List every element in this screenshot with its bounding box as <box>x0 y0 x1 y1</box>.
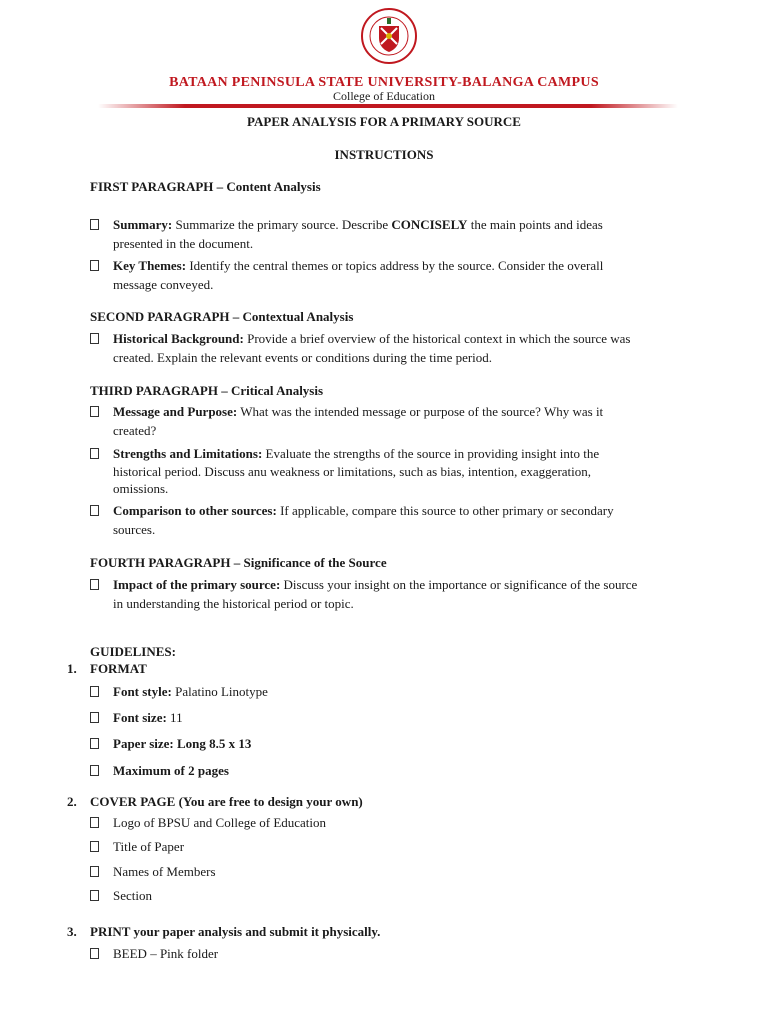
item-text: created? <box>113 422 157 438</box>
item-label: Summary: <box>113 217 173 232</box>
college-name: College of Education <box>333 89 435 103</box>
guideline-title: FORMAT <box>90 661 147 676</box>
section-heading: SECOND PARAGRAPH – Contextual Analysis <box>90 309 354 324</box>
list-item <box>113 735 723 754</box>
list-number: 2. <box>67 794 77 809</box>
checkbox-bullet-icon <box>90 403 112 423</box>
checkbox-bullet-icon <box>90 502 112 522</box>
item-label: Strengths and Limitations: <box>113 446 263 461</box>
checkbox-bullet-icon <box>90 863 112 883</box>
list-item <box>113 709 723 728</box>
list-item: BEED – Pink folder <box>113 946 219 961</box>
checkbox-bullet-icon <box>90 762 112 782</box>
item-text: Provide a brief overview of the historical context in which the source was <box>243 331 631 346</box>
item-text: 11 <box>166 710 183 725</box>
item-text: presented in the document. <box>113 235 254 251</box>
list-item <box>113 216 723 254</box>
list-item <box>113 445 723 498</box>
item-label: Key Themes: <box>113 258 187 273</box>
item-text: If applicable, compare this source to other primary or secondary <box>276 503 614 518</box>
section-heading: FOURTH PARAGRAPH – Significance of the Source <box>90 555 387 570</box>
item-text: omissions. <box>113 481 169 497</box>
document-title: PAPER ANALYSIS FOR A PRIMARY SOURCE <box>247 114 521 129</box>
item-text: Identify the central themes or topics address by the source. Consider the overall <box>186 258 604 273</box>
list-item: Names of Members <box>113 864 216 879</box>
checkbox-bullet-icon <box>90 814 112 834</box>
item-text: Palatino Linotype <box>171 684 268 699</box>
item-text: created. Explain the relevant events or conditions during the time period. <box>113 349 493 365</box>
list-item <box>113 576 723 614</box>
item-label: Font size: <box>113 710 167 725</box>
list-item <box>113 403 723 441</box>
list-item: Section <box>113 888 152 903</box>
item-label: Font style: <box>113 684 172 699</box>
item-label: Historical Background: <box>113 331 244 346</box>
checkbox-bullet-icon <box>90 445 112 465</box>
item-label: Comparison to other sources: <box>113 503 277 518</box>
item-label: Impact of the primary source: <box>113 577 281 592</box>
checkbox-bullet-icon <box>90 330 112 350</box>
list-number: 1. <box>67 661 77 676</box>
list-item <box>113 683 723 702</box>
university-name: BATAAN PENINSULA STATE UNIVERSITY-BALANGA CAMPUS <box>169 75 599 90</box>
checkbox-bullet-icon <box>90 838 112 858</box>
item-text: in understanding the historical period or topic. <box>113 595 354 611</box>
guidelines-heading: GUIDELINES: <box>90 644 176 659</box>
checkbox-bullet-icon <box>90 887 112 907</box>
checkbox-bullet-icon <box>90 257 112 277</box>
list-item <box>113 330 723 368</box>
university-seal-logo <box>361 8 417 64</box>
item-text: Summarize the primary source. Describe <box>172 217 392 232</box>
checkbox-bullet-icon <box>90 709 112 729</box>
item-text: historical period. Discuss anu weakness or limitations, such as bias, intention, exaggeration, <box>113 463 592 479</box>
item-text: sources. <box>113 521 156 537</box>
list-item <box>113 762 723 781</box>
checkbox-bullet-icon <box>90 735 112 755</box>
checkbox-bullet-icon <box>90 683 112 703</box>
item-text: message conveyed. <box>113 276 214 292</box>
list-item: Title of Paper <box>113 839 185 854</box>
checkbox-bullet-icon <box>90 576 112 596</box>
guideline-title: PRINT your paper analysis and submit it physically. <box>90 924 381 939</box>
list-number: 3. <box>67 924 77 939</box>
list-item: Logo of BPSU and College of Education <box>113 815 327 830</box>
instructions-heading: INSTRUCTIONS <box>334 147 434 162</box>
item-text: What was the intended message or purpose of the source? Why was it <box>237 404 604 419</box>
section-heading: FIRST PARAGRAPH – Content Analysis <box>90 179 321 194</box>
item-text: Evaluate the strengths of the source in providing insight into the <box>262 446 600 461</box>
checkbox-bullet-icon <box>90 945 112 965</box>
item-emphasis: CONCISELY <box>391 217 468 232</box>
guideline-title: COVER PAGE (You are free to design your own) <box>90 794 363 809</box>
header-divider <box>98 104 678 108</box>
list-item <box>113 257 723 295</box>
item-label: Message and Purpose: <box>113 404 238 419</box>
item-label: Paper size: Long 8.5 x 13 <box>113 736 252 751</box>
item-text: the main points and ideas <box>467 217 603 232</box>
list-item <box>113 502 723 540</box>
item-label: Maximum of 2 pages <box>113 763 229 778</box>
section-heading: THIRD PARAGRAPH – Critical Analysis <box>90 383 324 398</box>
item-text: Discuss your insight on the importance or significance of the source <box>280 577 638 592</box>
checkbox-bullet-icon <box>90 216 112 236</box>
